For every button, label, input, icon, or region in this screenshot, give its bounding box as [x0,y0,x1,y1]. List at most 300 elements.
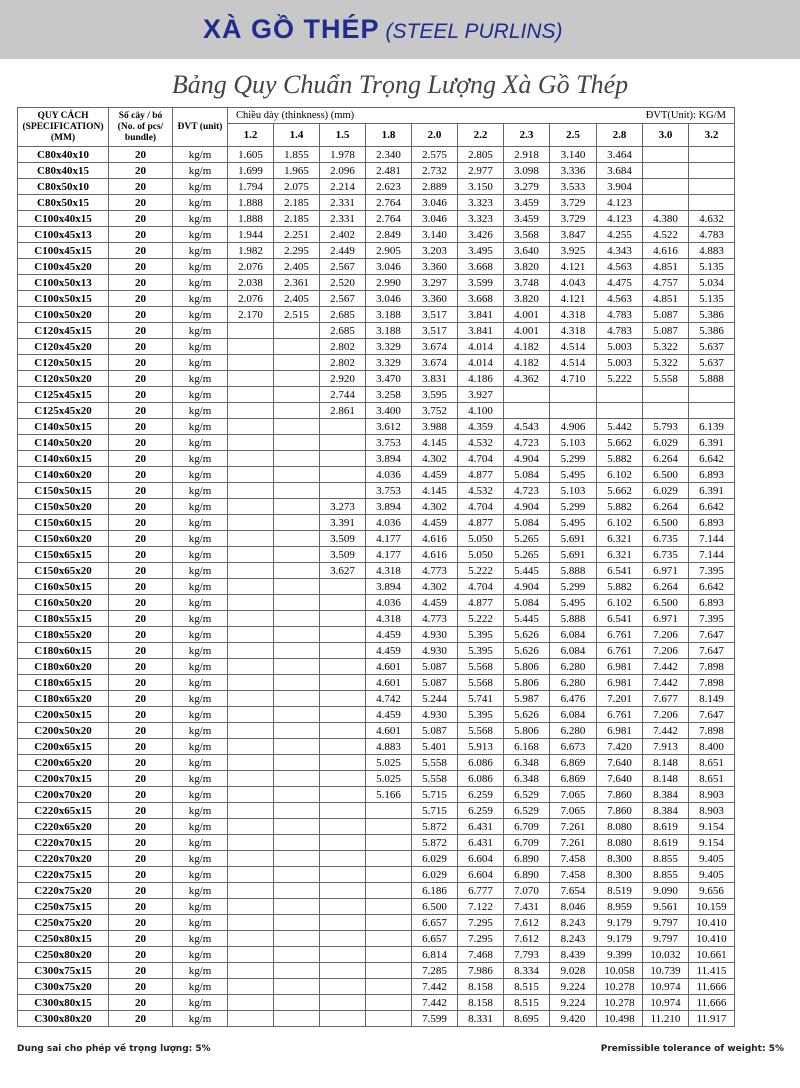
weight-cell: 8.855 [643,851,689,867]
weight-cell: 3.927 [458,387,504,403]
weight-cell: 2.405 [274,259,320,275]
weight-cell: 3.509 [320,547,366,563]
weight-cell [228,755,274,771]
bundle-cell: 20 [109,451,173,467]
weight-cell [228,419,274,435]
spec-cell: C180x60x20 [18,659,109,675]
weight-cell: 8.331 [458,1011,504,1027]
weight-cell: 8.515 [504,979,550,995]
weight-cell: 4.514 [550,339,597,355]
spec-cell: C200x50x20 [18,723,109,739]
weight-cell: 3.612 [366,419,412,435]
weight-cell: 6.761 [597,627,643,643]
weight-cell: 4.036 [366,595,412,611]
weight-cell: 9.405 [689,867,735,883]
table-row [18,947,735,963]
weight-cell: 5.793 [643,419,689,435]
weight-cell: 2.185 [274,211,320,227]
weight-cell: 3.464 [597,147,643,163]
spec-cell: C140x50x15 [18,419,109,435]
weight-cell: 8.046 [550,899,597,915]
weight-cell: 10.661 [689,947,735,963]
weight-cell: 5.888 [550,611,597,627]
weight-cell: 8.439 [550,947,597,963]
weight-cell: 3.459 [504,195,550,211]
unit-cell: kg/m [173,931,228,947]
weight-cell: 9.405 [689,851,735,867]
weight-cell [274,483,320,499]
weight-cell: 5.084 [504,515,550,531]
spec-cell: C220x65x15 [18,803,109,819]
bundle-cell: 20 [109,195,173,211]
weight-cell [274,355,320,371]
weight-cell [228,771,274,787]
weight-cell [228,787,274,803]
weight-cell: 3.847 [550,227,597,243]
bundle-cell: 20 [109,419,173,435]
weight-cell: 6.709 [504,819,550,835]
weight-cell: 4.318 [550,307,597,323]
table-row [18,515,735,531]
weight-cell: 5.691 [550,547,597,563]
spec-cell: C140x50x20 [18,435,109,451]
weight-cell [274,579,320,595]
weight-cell: 5.103 [550,483,597,499]
weight-cell: 5.395 [458,627,504,643]
bundle-cell: 20 [109,547,173,563]
weight-cell [643,387,689,403]
bundle-cell: 20 [109,979,173,995]
weight-cell [689,195,735,211]
unit-cell: kg/m [173,819,228,835]
table-row [18,851,735,867]
weight-cell [366,803,412,819]
weight-cell [366,1011,412,1027]
weight-cell: 5.662 [597,435,643,451]
weight-cell: 5.135 [689,259,735,275]
bundle-cell: 20 [109,355,173,371]
weight-cell: 3.188 [366,307,412,323]
weight-cell: 7.206 [643,707,689,723]
table-row [18,755,735,771]
spec-cell: C180x60x15 [18,643,109,659]
weight-cell: 2.170 [228,307,274,323]
weight-cell: 3.509 [320,531,366,547]
weight-cell [366,867,412,883]
weight-cell [320,1011,366,1027]
weight-cell: 2.849 [366,227,412,243]
weight-cell [274,643,320,659]
weight-cell [320,819,366,835]
weight-cell [228,963,274,979]
table-row [18,963,735,979]
spec-cell: C150x65x15 [18,547,109,563]
weight-cell: 8.959 [597,899,643,915]
weight-cell: 3.426 [458,227,504,243]
weight-cell: 7.913 [643,739,689,755]
page-title: Bảng Quy Chuẩn Trọng Lượng Xà Gồ Thép [171,70,629,99]
weight-cell: 2.361 [274,275,320,291]
weight-cell: 7.647 [689,707,735,723]
table-row [18,499,735,515]
weight-cell: 8.158 [458,979,504,995]
weight-cell: 4.001 [504,307,550,323]
unit-cell: kg/m [173,787,228,803]
weight-cell: 7.677 [643,691,689,707]
header-thickness: 2.2 [458,124,504,147]
weight-cell: 4.459 [366,627,412,643]
weight-cell: 3.329 [366,339,412,355]
unit-cell: kg/m [173,467,228,483]
unit-cell: kg/m [173,483,228,499]
weight-cell: 7.442 [412,979,458,995]
weight-cell [274,563,320,579]
weight-cell: 4.177 [366,531,412,547]
header-thickness: 2.8 [597,124,643,147]
weight-cell: 2.449 [320,243,366,259]
weight-cell: 7.206 [643,627,689,643]
weight-table [17,107,735,1027]
weight-cell: 5.445 [504,611,550,627]
weight-cell [228,931,274,947]
weight-cell: 4.182 [504,339,550,355]
weight-cell: 6.761 [597,643,643,659]
weight-cell [228,723,274,739]
weight-cell: 5.882 [597,451,643,467]
weight-cell: 4.459 [366,643,412,659]
unit-cell: kg/m [173,611,228,627]
weight-cell [274,467,320,483]
weight-cell: 3.273 [320,499,366,515]
weight-cell: 5.265 [504,531,550,547]
weight-cell [228,467,274,483]
weight-cell: 6.391 [689,483,735,499]
weight-cell: 7.640 [597,771,643,787]
weight-cell: 4.601 [366,723,412,739]
weight-cell: 6.814 [412,947,458,963]
weight-cell: 8.903 [689,787,735,803]
weight-cell [320,691,366,707]
bundle-cell: 20 [109,579,173,595]
weight-cell: 7.612 [504,931,550,947]
weight-cell: 4.255 [597,227,643,243]
spec-cell: C100x40x15 [18,211,109,227]
weight-cell: 5.806 [504,723,550,739]
weight-cell: 3.640 [504,243,550,259]
table-row [18,243,735,259]
weight-cell: 6.280 [550,675,597,691]
weight-cell: 4.182 [504,355,550,371]
bundle-cell: 20 [109,915,173,931]
weight-cell: 2.744 [320,387,366,403]
weight-cell: 10.410 [689,931,735,947]
bundle-cell: 20 [109,243,173,259]
bundle-cell: 20 [109,723,173,739]
weight-cell: 5.034 [689,275,735,291]
unit-cell: kg/m [173,419,228,435]
weight-cell: 4.475 [597,275,643,291]
weight-cell: 5.003 [597,339,643,355]
weight-cell: 6.391 [689,435,735,451]
weight-cell: 3.753 [366,483,412,499]
weight-cell: 4.123 [597,195,643,211]
table-row [18,707,735,723]
weight-cell [320,947,366,963]
weight-cell [274,867,320,883]
weight-cell [320,579,366,595]
weight-cell: 3.258 [366,387,412,403]
weight-cell: 5.987 [504,691,550,707]
header-thickness: 2.5 [550,124,597,147]
weight-cell: 7.420 [597,739,643,755]
weight-cell: 1.965 [274,163,320,179]
weight-cell: 6.735 [643,547,689,563]
weight-cell: 7.442 [643,675,689,691]
spec-cell: C200x50x15 [18,707,109,723]
weight-cell [366,883,412,899]
bundle-cell: 20 [109,659,173,675]
weight-cell: 7.070 [504,883,550,899]
unit-cell: kg/m [173,867,228,883]
table-row [18,691,735,707]
bundle-cell: 20 [109,275,173,291]
weight-cell [228,899,274,915]
weight-cell [366,819,412,835]
weight-cell: 2.076 [228,259,274,275]
weight-cell: 6.431 [458,835,504,851]
weight-cell: 5.222 [458,611,504,627]
weight-cell: 8.148 [643,771,689,787]
weight-cell: 5.084 [504,467,550,483]
table-row [18,1011,735,1027]
weight-cell: 9.028 [550,963,597,979]
weight-cell [228,515,274,531]
spec-cell: C250x75x20 [18,915,109,931]
weight-cell: 2.802 [320,355,366,371]
weight-cell: 6.709 [504,835,550,851]
weight-cell: 6.541 [597,611,643,627]
weight-cell: 9.179 [597,931,643,947]
weight-cell: 7.612 [504,915,550,931]
weight-cell [228,531,274,547]
bundle-cell: 20 [109,963,173,979]
bundle-cell: 20 [109,771,173,787]
weight-cell: 8.243 [550,915,597,931]
weight-cell [228,995,274,1011]
weight-cell: 8.243 [550,931,597,947]
weight-cell: 7.458 [550,867,597,883]
header-thickness: 1.5 [320,124,366,147]
header-bundle: Số cây / bó (No. of pcs/ bundle) [109,108,173,147]
weight-cell [274,915,320,931]
table-row [18,771,735,787]
table-row [18,387,735,403]
table-row [18,467,735,483]
unit-cell: kg/m [173,979,228,995]
weight-cell [320,915,366,931]
bundle-cell: 20 [109,995,173,1011]
table-row [18,931,735,947]
weight-cell: 6.541 [597,563,643,579]
table-row [18,179,735,195]
spec-cell: C300x75x20 [18,979,109,995]
weight-cell: 5.558 [412,771,458,787]
weight-cell: 2.038 [228,275,274,291]
weight-cell: 6.084 [550,707,597,723]
unit-cell: kg/m [173,403,228,419]
weight-cell: 6.642 [689,451,735,467]
weight-cell: 4.930 [412,627,458,643]
spec-cell: C160x50x20 [18,595,109,611]
weight-cell: 4.001 [504,323,550,339]
weight-cell [274,739,320,755]
weight-cell: 10.739 [643,963,689,979]
weight-cell: 3.046 [412,211,458,227]
weight-cell: 6.084 [550,643,597,659]
weight-cell: 7.647 [689,643,735,659]
weight-cell: 4.723 [504,483,550,499]
weight-cell: 2.567 [320,291,366,307]
weight-cell [274,691,320,707]
weight-cell: 6.981 [597,723,643,739]
unit-cell: kg/m [173,371,228,387]
weight-cell: 6.264 [643,499,689,515]
weight-cell: 5.395 [458,707,504,723]
weight-cell: 7.458 [550,851,597,867]
weight-cell: 9.224 [550,995,597,1011]
bundle-cell: 20 [109,291,173,307]
weight-cell [228,483,274,499]
weight-cell: 7.395 [689,563,735,579]
spec-cell: C120x45x20 [18,339,109,355]
header-thickness: 1.4 [274,124,320,147]
unit-cell: kg/m [173,179,228,195]
weight-cell: 4.616 [412,547,458,563]
bundle-cell: 20 [109,931,173,947]
weight-cell: 3.203 [412,243,458,259]
spec-cell: C100x50x13 [18,275,109,291]
bundle-cell: 20 [109,483,173,499]
weight-cell: 2.214 [320,179,366,195]
unit-cell: kg/m [173,515,228,531]
weight-cell: 3.748 [504,275,550,291]
weight-cell: 4.121 [550,259,597,275]
weight-cell: 2.732 [412,163,458,179]
weight-cell: 6.139 [689,419,735,435]
weight-cell: 4.773 [412,611,458,627]
weight-cell: 6.029 [412,867,458,883]
weight-cell: 5.299 [550,579,597,595]
weight-cell: 10.058 [597,963,643,979]
footer-tolerance-en: Premissible tolerance of weight: 5% [600,1044,784,1054]
weight-cell: 3.925 [550,243,597,259]
weight-cell: 3.894 [366,499,412,515]
header-banner [0,0,800,59]
weight-cell: 8.619 [643,835,689,851]
header-thickness: 3.2 [689,124,735,147]
weight-cell: 3.820 [504,291,550,307]
weight-cell: 4.906 [550,419,597,435]
unit-cell: kg/m [173,307,228,323]
unit-cell: kg/m [173,435,228,451]
spec-cell: C150x50x15 [18,483,109,499]
weight-cell: 4.883 [689,243,735,259]
weight-cell: 5.025 [366,755,412,771]
weight-cell: 5.568 [458,675,504,691]
weight-cell [366,931,412,947]
spec-cell: C250x80x15 [18,931,109,947]
table-row [18,739,735,755]
table-row [18,275,735,291]
weight-cell [689,179,735,195]
unit-cell: kg/m [173,675,228,691]
weight-cell: 4.302 [412,579,458,595]
weight-cell: 2.861 [320,403,366,419]
weight-cell: 6.777 [458,883,504,899]
spec-cell: C300x75x15 [18,963,109,979]
weight-cell: 6.259 [458,787,504,803]
spec-cell: C120x50x20 [18,371,109,387]
spec-cell: C150x60x20 [18,531,109,547]
weight-cell: 5.662 [597,483,643,499]
weight-cell: 3.831 [412,371,458,387]
weight-cell: 2.905 [366,243,412,259]
bundle-cell: 20 [109,499,173,515]
weight-cell: 5.715 [412,803,458,819]
table-row [18,835,735,851]
weight-cell [320,739,366,755]
weight-cell [689,147,735,163]
bundle-cell: 20 [109,627,173,643]
header-thickness-label: Chiều dày (thinkness) (mm) [228,108,504,124]
weight-cell [274,771,320,787]
weight-cell: 9.179 [597,915,643,931]
weight-cell: 5.087 [412,675,458,691]
weight-cell: 6.500 [643,595,689,611]
weight-cell: 4.773 [412,563,458,579]
weight-cell: 4.459 [412,595,458,611]
unit-cell: kg/m [173,643,228,659]
bundle-cell: 20 [109,675,173,691]
table-row [18,579,735,595]
weight-cell [228,371,274,387]
weight-cell: 5.166 [366,787,412,803]
table-row [18,803,735,819]
weight-cell: 4.318 [550,323,597,339]
weight-cell: 4.710 [550,371,597,387]
weight-cell: 6.086 [458,771,504,787]
weight-cell [274,515,320,531]
weight-cell: 4.532 [458,483,504,499]
bundle-cell: 20 [109,435,173,451]
bundle-cell: 20 [109,739,173,755]
weight-cell: 4.723 [504,435,550,451]
weight-cell: 11.210 [643,1011,689,1027]
weight-cell [228,835,274,851]
weight-cell: 7.442 [643,723,689,739]
weight-cell: 6.890 [504,851,550,867]
weight-cell: 7.599 [412,1011,458,1027]
table-row [18,227,735,243]
weight-cell [320,723,366,739]
bundle-cell: 20 [109,595,173,611]
unit-cell: kg/m [173,339,228,355]
weight-cell: 1.699 [228,163,274,179]
weight-cell: 5.222 [597,371,643,387]
weight-cell [228,403,274,419]
weight-cell: 7.860 [597,787,643,803]
weight-cell: 3.360 [412,259,458,275]
